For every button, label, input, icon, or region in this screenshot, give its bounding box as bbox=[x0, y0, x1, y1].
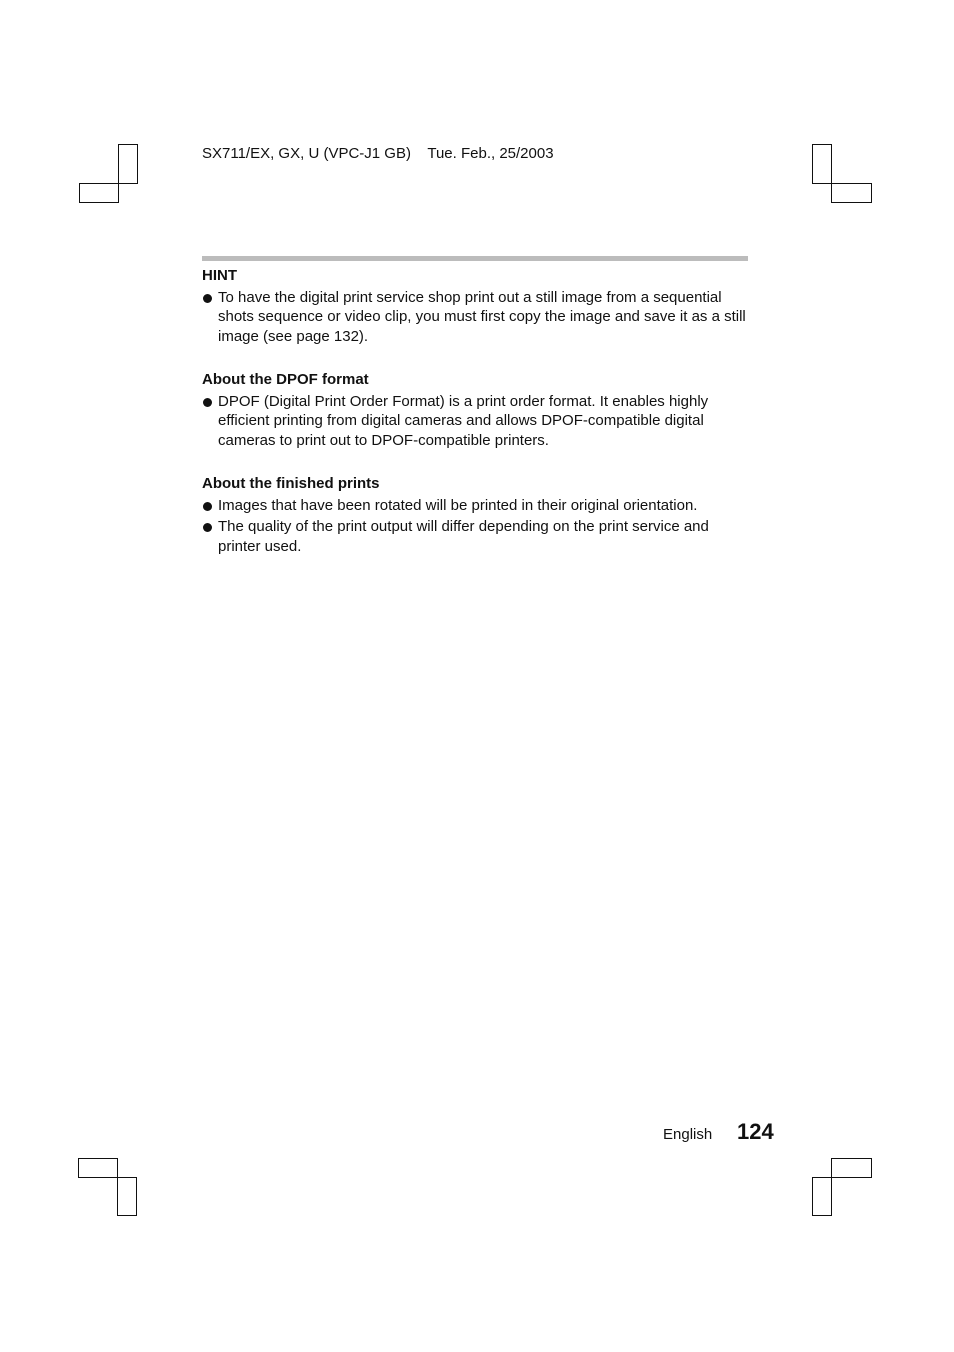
section-title: HINT bbox=[202, 267, 237, 284]
list-item-text: To have the digital print service shop print out a still image from a sequential shots sequence or video clip, you must first copy the image and save it as a still image (see page 132). bbox=[218, 288, 746, 345]
bullet-icon bbox=[203, 502, 212, 511]
footer-language: English bbox=[663, 1126, 713, 1143]
list-item bbox=[202, 496, 748, 516]
bullet-icon bbox=[203, 398, 212, 407]
crop-mark-top-right-horizontal bbox=[831, 183, 872, 203]
print-header bbox=[202, 145, 554, 162]
crop-mark-top-right-vertical bbox=[812, 144, 832, 184]
crop-mark-top-left-horizontal bbox=[79, 183, 119, 203]
list-item-text: DPOF (Digital Print Order Format) is a print order format. It enables highly efficient printing from digital cameras and allows DPOF-compatible digital cameras to print out to DPOF-compatible printers. bbox=[218, 392, 709, 449]
crop-mark-bottom-right-horizontal bbox=[831, 1158, 872, 1178]
section-title: About the DPOF format bbox=[202, 371, 369, 388]
header-model: SX711/EX, GX, U (VPC-J1 GB) bbox=[202, 145, 411, 162]
section-title: About the finished prints bbox=[202, 475, 380, 492]
crop-mark-bottom-left-horizontal bbox=[78, 1158, 118, 1178]
list-item-text: Images that have been rotated will be printed in their original orientation. bbox=[218, 496, 698, 514]
page-number: 124 bbox=[737, 1119, 774, 1144]
header-date: Tue. Feb., 25/2003 bbox=[427, 145, 554, 162]
bullet-icon bbox=[203, 523, 212, 532]
bullet-icon bbox=[203, 294, 212, 303]
crop-mark-bottom-left-vertical bbox=[117, 1177, 137, 1216]
list-item bbox=[202, 288, 748, 347]
section-hint bbox=[202, 266, 748, 346]
section-divider bbox=[202, 256, 748, 261]
list-item bbox=[202, 517, 748, 556]
main-content bbox=[202, 266, 748, 558]
crop-mark-bottom-right-vertical bbox=[812, 1177, 832, 1216]
list-item bbox=[202, 392, 748, 451]
list-item-text: The quality of the print output will differ depending on the print service and printer used. bbox=[218, 518, 709, 555]
section-dpof bbox=[202, 370, 748, 450]
section-finished-prints bbox=[202, 474, 748, 556]
crop-mark-top-left-vertical bbox=[118, 144, 138, 184]
